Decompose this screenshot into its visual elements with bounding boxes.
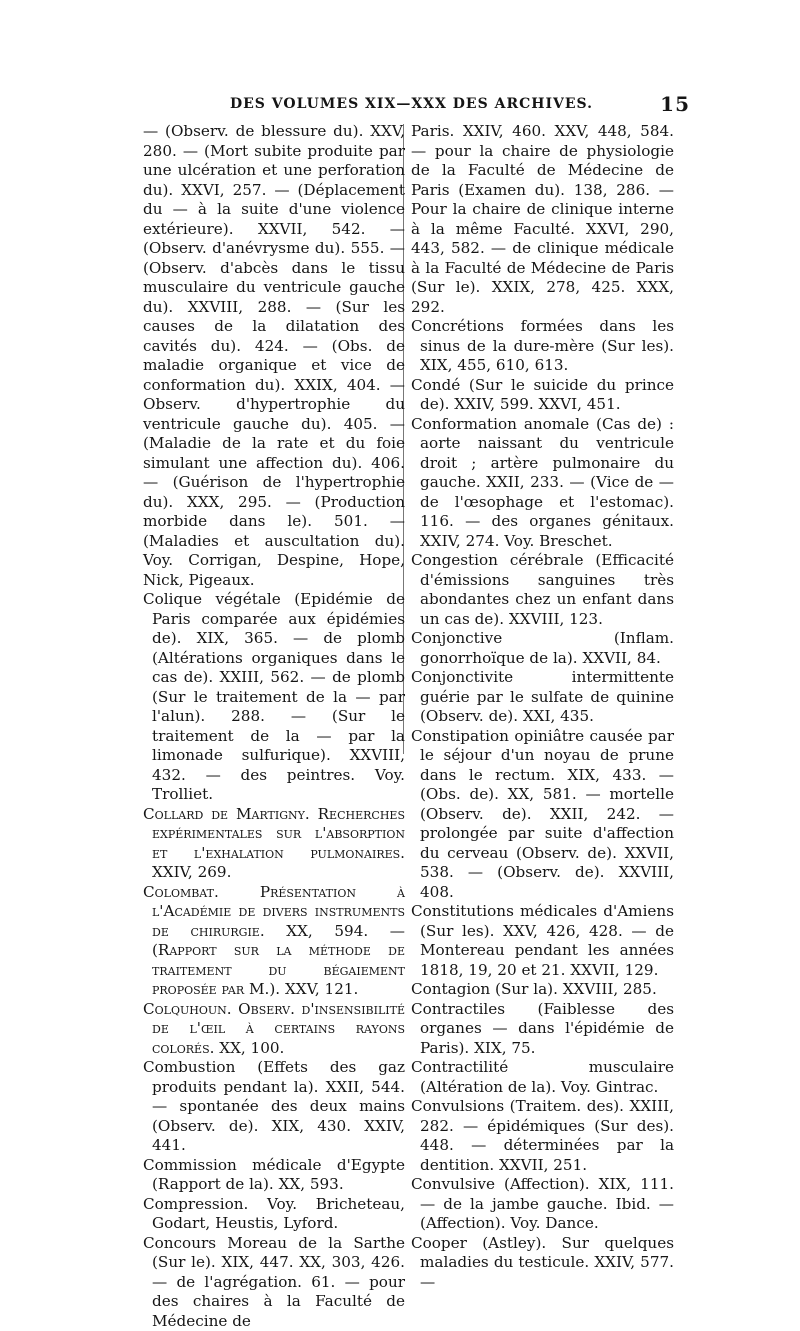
running-head-title: DES VOLUMES XIX—XXX DES ARCHIVES.	[230, 96, 593, 112]
index-entry: — (Observ. de blessure du). XXV, 280. — (Mort subite produite par une ulcération et une perforation du). XXVI, 257. — (Déplacement du — à la suite d'une violence extérieure). XXVII, 542. — (Observ. d'anévrysme du). 555. — (Observ. d'abcès dans le tissu musculaire du ventricule gauche du). XXVIII, 288. — (Sur les causes de la dilatation des cavités du). 424. — (Obs. de maladie organique et vice de conformation du). XXIX, 404. — Observ. d'hypertrophie du ventricule gauche du). 405. — (Maladie de la rate et du foie simulant une affection du). 406. — (Guérison de l'hypertrophie du). XXX, 295. — (Production morbide dans le). 501. — (Maladies et auscultation du). Voy. Corrigan, Despine, Hope, Nick, Pigeaux.	[143, 122, 405, 590]
index-entry: Conjonctive (Inflam. gonorrhoïque de la). XXVII, 84.	[411, 629, 674, 668]
right-column	[411, 122, 674, 1292]
index-entry: Conformation anomale (Cas de) : aorte naissant du ventricule droit ; artère pulmonaire du gauche. XXII, 233. — (Vice de — de l'œsophage et l'estomac). 116. — des organes génitaux. XXIV, 274. Voy. Breschet.	[411, 415, 674, 552]
index-entry: Convulsive (Affection). XIX, 111. — de la jambe gauche. Ibid. — (Affection). Voy. Dance.	[411, 1175, 674, 1234]
index-entry: Contractilité musculaire (Altération de la). Voy. Gintrac.	[411, 1058, 674, 1097]
index-entry: Constipation opiniâtre causée par le séjour d'un noyau de prune dans le rectum. XIX, 433. — (Obs. de). XX, 581. — mortelle (Observ. de). XXII, 242. — prolongée par suite d'affection du cerveau (Observ. de). XXVII, 538. — (Observ. de). XXVIII, 408.	[411, 727, 674, 903]
index-entry: Colique végétale (Epidémie de Paris comparée aux épidémies de). XIX, 365. — de plomb (Altérations organiques dans le cas de). XXIII, 562. — de plomb (Sur le traitement de la — par l'alun). 288. — (Sur le traitement de la — par la limonade sulfurique). XXVIII, 432. — des peintres. Voy. Trolliet.	[143, 590, 405, 805]
page-number: 15	[660, 92, 690, 116]
index-entry: Commission médicale d'Egypte (Rapport de la). XX, 593.	[143, 1156, 405, 1195]
index-entry: Congestion cérébrale (Efficacité d'émissions sanguines très abondantes chez un enfant dans un cas de). XXVIII, 123.	[411, 551, 674, 629]
index-entry: Concrétions formées dans les sinus de la dure-mère (Sur les). XIX, 455, 610, 613.	[411, 317, 674, 376]
index-entry: Concours Moreau de la Sarthe (Sur le). XIX, 447. XX, 303, 426. — de l'agrégation. 61. — pour des chaires à la Faculté de Médecine de	[143, 1234, 405, 1331]
index-entry: Cooper (Astley). Sur quelques maladies du testicule. XXIV, 577. —	[411, 1234, 674, 1293]
index-entry: Colquhoun. Observ. d'insensibilité de l'œil à certains rayons colorés. XX, 100.	[143, 1000, 405, 1059]
index-entry: Constitutions médicales d'Amiens (Sur les). XXV, 426, 428. — de Montereau pendant les années 1818, 19, 20 et 21. XXVII, 129.	[411, 902, 674, 980]
index-entry: Convulsions (Traitem. des). XXIII, 282. — épidémiques (Sur des). 448. — déterminées par la dentition. XXVII, 251.	[411, 1097, 674, 1175]
index-entry: Paris. XXIV, 460. XXV, 448, 584. — pour la chaire de physiologie de la Faculté de Médecine de Paris (Examen du). 138, 286. — Pour la chaire de clinique interne à la même Faculté. XXVI, 290, 443, 582. — de clinique médicale à la Faculté de Médecine de Paris (Sur le). XXIX, 278, 425. XXX, 292.	[411, 122, 674, 317]
index-entry: Compression. Voy. Bricheteau, Godart, Heustis, Lyford.	[143, 1195, 405, 1234]
index-entry: Condé (Sur le suicide du prince de). XXIV, 599. XXVI, 451.	[411, 376, 674, 415]
left-column	[143, 122, 405, 1331]
index-entry: Combustion (Effets des gaz produits pendant la). XXII, 544. — spontanée des deux mains (Observ. de). XIX, 430. XXIV, 441.	[143, 1058, 405, 1156]
running-head	[230, 96, 690, 112]
index-entry: Collard de Martigny. Recherches expérimentales sur l'absorption et l'exhalation pulmonaires. XXIV, 269.	[143, 805, 405, 883]
index-entry: Contractiles (Faiblesse des organes — dans l'épidémie de Paris). XIX, 75.	[411, 1000, 674, 1059]
index-entry: Contagion (Sur la). XXVIII, 285.	[411, 980, 674, 1000]
index-entry: Conjonctivite intermittente guérie par le sulfate de quinine (Observ. de). XXI, 435.	[411, 668, 674, 727]
index-entry: Colombat. Présentation à l'Académie de divers instruments de chirurgie. XX, 594. — (Rapport sur la méthode de traitement du bégaiement proposée par M.). XXV, 121.	[143, 883, 405, 1000]
